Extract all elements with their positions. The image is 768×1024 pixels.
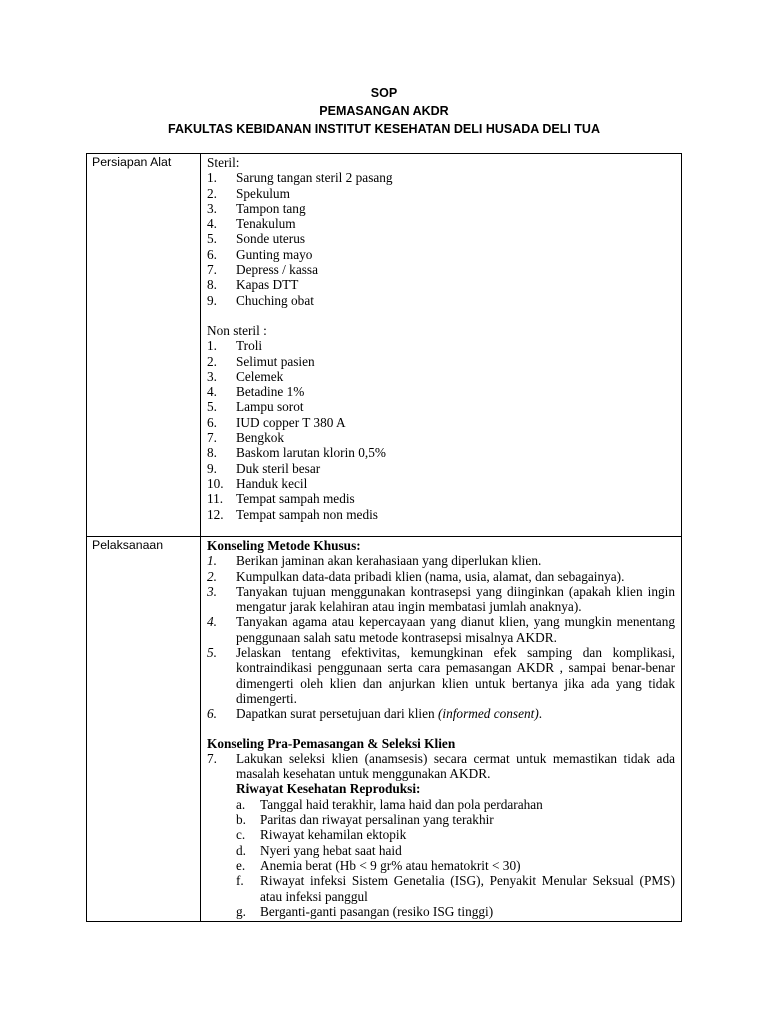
- list-text: Tanyakan agama atau kepercayaan yang dianut klien, yang mungkin menentang penggunaan salah satu metode kontrasepsi misalnya AKDR.: [236, 614, 675, 645]
- list-number: 11.: [207, 491, 224, 507]
- list-number: 3.: [207, 368, 217, 384]
- list-text: IUD copper T 380 A: [236, 414, 346, 430]
- list-text: Dapatkan surat persetujuan dari klien (informed consent).: [236, 706, 543, 722]
- list-text: Tempat sampah non medis: [236, 506, 378, 522]
- list-number: 9.: [207, 292, 217, 308]
- list-text: Bengkok: [236, 430, 285, 446]
- list-number: 4.: [207, 216, 217, 232]
- list-number: 6.: [207, 414, 217, 430]
- list-item: [207, 827, 675, 842]
- list-item: [207, 491, 675, 506]
- list-item: [207, 873, 675, 904]
- list-number: f.: [236, 873, 244, 889]
- sop-table: [86, 153, 682, 922]
- list-item: [207, 751, 675, 782]
- steril-list: [207, 170, 675, 308]
- list-number: 9.: [207, 460, 217, 476]
- list-item: [207, 476, 675, 491]
- list-number: 3.: [207, 583, 217, 599]
- list-text: Tempat sampah medis: [236, 491, 355, 507]
- list-number: 6.: [207, 706, 217, 722]
- content-pelaksanaan: [201, 537, 682, 922]
- list-text: Lampu sorot: [236, 399, 304, 415]
- konseling-list: [207, 553, 675, 706]
- list-item: [207, 262, 675, 277]
- list-item: [207, 445, 675, 460]
- list-number: 5.: [207, 399, 217, 415]
- list-number: 7.: [207, 262, 217, 278]
- list-number: e.: [236, 857, 246, 873]
- list-number: b.: [236, 812, 246, 828]
- list-item: [207, 338, 675, 353]
- list-text: Handuk kecil: [236, 475, 308, 491]
- list-item: [207, 858, 675, 873]
- list-text: Kapas DTT: [236, 277, 299, 293]
- list-item: [207, 507, 675, 522]
- list-text: Tampon tang: [236, 200, 306, 216]
- list-text: Sonde uterus: [236, 231, 306, 247]
- list-item: [207, 645, 675, 706]
- nonsteril-title: Non steril :: [207, 322, 267, 338]
- list-item: [207, 614, 675, 645]
- list-item: [207, 706, 675, 721]
- section-pra-pemasangan: Konseling Pra-Pemasangan & Seleksi Klien: [207, 735, 456, 751]
- list-item: [207, 231, 675, 246]
- list-item: [207, 293, 675, 308]
- list-item: [207, 369, 675, 384]
- list-number: 1.: [207, 170, 217, 186]
- list-number: 4.: [207, 614, 217, 630]
- list-text: Kumpulkan data-data pribadi klien (nama, usia, alamat, dan sebagainya).: [236, 568, 625, 584]
- list-text: Riwayat infeksi Sistem Genetalia (ISG), Penyakit Menular Seksual (PMS) atau infeksi panggul: [260, 873, 675, 904]
- list-number: 7.: [207, 430, 217, 446]
- list-item: [207, 461, 675, 476]
- list-text: Troli: [236, 338, 263, 354]
- list-number: 8.: [207, 277, 217, 293]
- list-item: [207, 201, 675, 216]
- list-item: [207, 216, 675, 231]
- list-number: 5.: [207, 645, 217, 661]
- list-text: Depress / kassa: [236, 262, 318, 278]
- row-persiapan-alat: [87, 154, 682, 537]
- list-number: c.: [236, 827, 246, 843]
- list-text: Berganti-ganti pasangan (resiko ISG tinggi): [260, 903, 494, 919]
- nonsteril-list: [207, 338, 675, 522]
- list-text: Anemia berat (Hb < 9 gr% atau hematokrit < 30): [260, 857, 521, 873]
- list-text: Sarung tangan steril 2 pasang: [236, 170, 393, 186]
- list-item: [207, 584, 675, 615]
- steril-title: Steril:: [207, 155, 240, 170]
- list-text: Betadine 1%: [236, 384, 305, 400]
- list-item: [207, 186, 675, 201]
- list-number: 1.: [207, 553, 217, 569]
- doc-subtitle: PEMASANGAN AKDR: [319, 104, 449, 118]
- list-text: Lakukan seleksi klien (anamsesis) secara cermat untuk memastikan tidak ada masalah kesehatan untuk menggunakan AKDR.: [236, 750, 675, 782]
- list-item: [207, 354, 675, 369]
- list-number: 2.: [207, 568, 217, 584]
- list-text: Baskom larutan klorin 0,5%: [236, 445, 386, 461]
- row-pelaksanaan: [87, 537, 682, 922]
- list-item: [207, 277, 675, 292]
- list-item: [207, 415, 675, 430]
- list-number: a.: [236, 796, 246, 812]
- list-text: Berikan jaminan akan kerahasiaan yang diperlukan klien.: [236, 553, 542, 569]
- list-text: Riwayat kehamilan ektopik: [260, 827, 407, 843]
- list-text: Jelaskan tentang efektivitas, kemungkinan efek samping dan komplikasi, kontraindikasi penggunaan serta cara pemasangan AKDR , sampai benar-benar dimengerti oleh klien dan anjurkan klien untuk bertanya jika ada yang tidak dimengerti.: [236, 645, 675, 706]
- list-text: Celemek: [236, 368, 284, 384]
- doc-institution: FAKULTAS KEBIDANAN INSTITUT KESEHATAN DELI HUSADA DELI TUA: [168, 122, 600, 136]
- section-konseling-metode-khusus: Konseling Metode Khusus:: [207, 538, 361, 553]
- list-number: d.: [236, 842, 246, 858]
- list-number: 6.: [207, 246, 217, 262]
- label-pelaksanaan: Pelaksanaan: [87, 537, 201, 922]
- list-item: [207, 247, 675, 262]
- list-item: [207, 430, 675, 445]
- list-item: [207, 170, 675, 185]
- list-number: 1.: [207, 338, 217, 354]
- list-text: Paritas dan riwayat persalinan yang terakhir: [260, 812, 494, 828]
- list-number: 5.: [207, 231, 217, 247]
- informed-consent-term: (informed consent): [437, 706, 539, 722]
- list-number: 4.: [207, 384, 217, 400]
- list-number: 2.: [207, 185, 217, 201]
- list-item: [207, 812, 675, 827]
- riwayat-title: Riwayat Kesehatan Reproduksi:: [236, 781, 421, 797]
- list-text: Selimut pasien: [236, 353, 315, 369]
- label-persiapan-alat: Persiapan Alat: [87, 154, 201, 537]
- list-number: 10.: [207, 475, 224, 491]
- list-item: [207, 399, 675, 414]
- list-text: Spekulum: [236, 185, 290, 201]
- list-number: 7.: [207, 750, 217, 766]
- content-persiapan-alat: [201, 154, 682, 537]
- list-text: Gunting mayo: [236, 246, 313, 262]
- list-item: [207, 553, 675, 568]
- list-text: Chuching obat: [236, 292, 314, 308]
- list-item: [207, 904, 675, 919]
- list-text: Tanggal haid terakhir, lama haid dan pola perdarahan: [260, 796, 543, 812]
- list-number: g.: [236, 903, 246, 919]
- list-item: [207, 569, 675, 584]
- list-text: Tenakulum: [236, 216, 296, 232]
- list-number: 3.: [207, 200, 217, 216]
- list-item: [207, 843, 675, 858]
- riwayat-list: [207, 797, 675, 919]
- list-item: [207, 797, 675, 812]
- list-item: [207, 384, 675, 399]
- list-text: Tanyakan tujuan menggunakan kontrasepsi yang diinginkan (apakah klien ingin mengatur jarak kelahiran atau ingin membatasi jumlah anaknya).: [236, 583, 675, 615]
- list-text: Duk steril besar: [236, 460, 321, 476]
- list-number: 2.: [207, 353, 217, 369]
- document-header: [0, 84, 768, 138]
- list-number: 8.: [207, 445, 217, 461]
- list-number: 12.: [207, 506, 224, 522]
- list-text: Nyeri yang hebat saat haid: [260, 842, 402, 858]
- doc-title: SOP: [370, 86, 398, 100]
